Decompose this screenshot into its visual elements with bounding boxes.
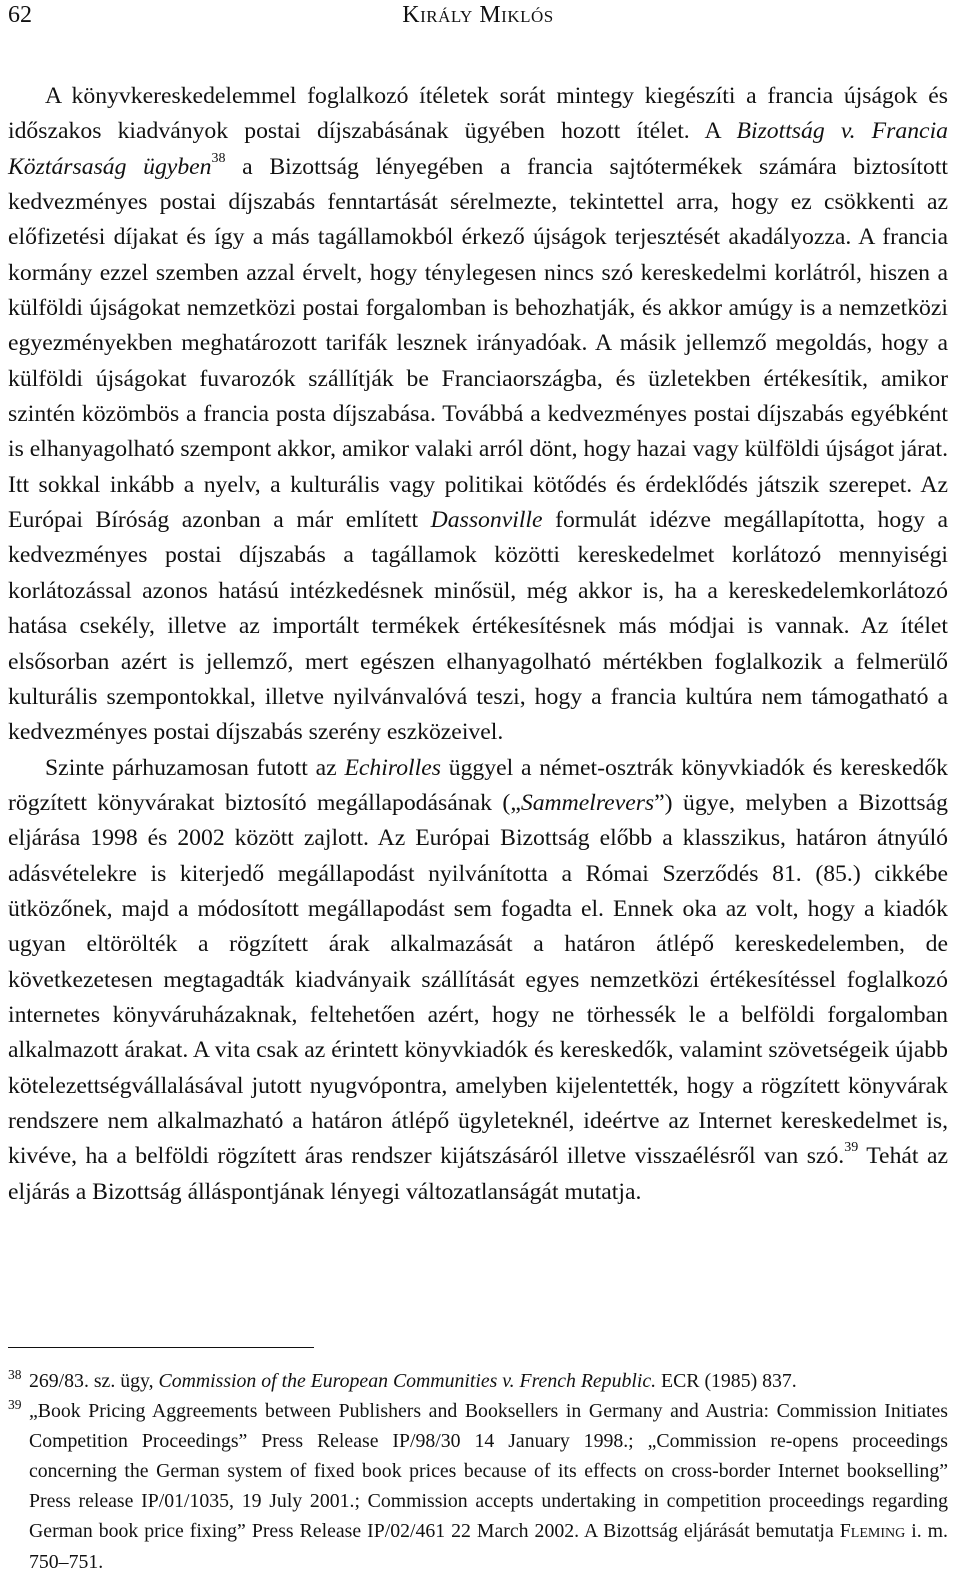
p1-text-1: A könyvkereskedelemmel foglalkozó ítéletek sorát mintegy kiegészíti a francia újságok és időszakos kiadványok postai díjszabásának ügyében hozott ítélet. A — [8, 83, 948, 145]
footnote-38 — [8, 1366, 948, 1396]
body-text — [8, 79, 948, 1210]
footnote-39-author: Fleming — [839, 1520, 906, 1543]
p2-text-2: üggyel a német-osztrák könyvkiadók és kereskedők rögzített könyvárakat biztosító megállapodásának („ — [8, 754, 949, 816]
case-name-italic: Bizottság v. Francia Köztársaság ügyben — [8, 118, 948, 180]
p2-text-4: Tehát az eljárás a Bizottság álláspontjának lényegi változatlanságát mutatja. — [8, 1143, 948, 1205]
echirolles-italic: Echirolles — [344, 754, 441, 781]
paragraph-1 — [8, 79, 948, 751]
footnote-39-text-1: „Book Pricing Aggreements between Publishers and Booksellers in Germany and Austria: Commission Initiates Competition Proceedings” Press Release IP/98/30 14 January 1998.; „Commission re-opens proceedings concerning the German system of fixed book prices because of its effects on cross-border Internet bookselling” Press release IP/01/1035, 19 July 2001.; Commission accepts undertaking in competition proceedings regarding German book price fixing” Press Release IP/02/461 22 March 2002. A Bizottság eljárását bemutatja — [29, 1400, 948, 1543]
dassonville-italic: Dassonville — [430, 507, 543, 534]
footnotes — [8, 1366, 948, 1577]
p1-text-2: a Bizottság lényegében a francia sajtótermékek számára biztosított kedvezményes postai díjszabás fenntartását sérelmezte, tekintettel arra, hogy ez csökkenti az előfizetési díjakat és így a más tagállamokból érkező újságok terjesztését akadályozza. A francia kormány ezzel szemben azzal érvelt, hogy ténylegesen nincs szó kereskedelmi korlátról, hiszen a külföldi újságokat nemzetközi postai forgalomban is behozhatják, és akkor amúgy is a nemzetközi egyezményekben meghatározott tarifák lesznek irányadóak. A másik jellemző megoldás, hogy a külföldi újságokat fuvarozók szállítják be Franciaországba, és üzletekben értékesítik, amikor szintén közömbös a francia posta díjszabása. Továbbá a kedvezményes postai díjszabás egyébként is elhanyagolható szempont akkor, amikor valaki arról dönt, hogy hazai vagy külföldi újságot járat. Itt sokkal inkább a nyelv, a kulturális vagy politikai kötődés és érdeklődés játszik szerepet. Az Európai Bíróság azonban a már említett — [8, 153, 949, 534]
footnote-ref-38: 38 — [211, 150, 226, 166]
footnote-38-italic: Commission of the European Communities v. French Republic. — [158, 1370, 657, 1392]
sammelrevers-italic: Sammelrevers — [520, 789, 655, 816]
running-head: Király Miklós — [402, 2, 554, 28]
footnote-number: 38 — [8, 1367, 22, 1382]
footnote-38-text-2: ECR (1985) 837. — [656, 1370, 797, 1392]
paragraph-2 — [8, 751, 948, 1210]
footnote-number: 39 — [8, 1397, 22, 1413]
footnote-39 — [8, 1396, 948, 1577]
p2-text-1: Szinte párhuzamosan futott az — [45, 754, 345, 781]
p2-text-3: ”) ügye, melyben a Bizottság eljárása 1998 és 2002 között zajlott. Az Európai Bizottság előbb a klasszikus, határon átnyúló adásvételekre is kiterjedő megállapodást nyilvánította a Római Szerződés 81. (85.) cikkébe ütközőnek, majd a módosított megállapodást sem fogadta el. Ennek oka az volt, hogy a kiadók ugyan eltörölték a rögzített árak alkalmazását a határon átlépő kereskedelemben, de következetesen megtagadták kiadványaik szállítását egyes nemzetközi értékesítéssel foglalkozó internetes könyváruházaknak, feltehetően azért, hogy ne törhessék le a belföldi forgalomban alkalmazott árakat. A vita csak az érintett könyvkiadók és kereskedők, valamint szövetségeik újabb kötelezettségvállalásával jutott nyugvópontra, amelyben kijelentették, hogy a rögzített könyvárak rendszere nem alkalmazható a határon átlépő ügyleteknél, ideértve az Internet kereskedelmet is, kivéve, ha a belföldi rögzített áras rendszer kijátszásáról illetve visszaélésről van szó. — [8, 789, 948, 1170]
footnote-ref-39: 39 — [844, 1140, 859, 1156]
footnote-39-text-2: i. m. 750–751. — [29, 1520, 948, 1573]
p1-text-3: formulát idézve megállapította, hogy a kedvezményes postai díjszabás a tagállamok közötti kereskedelmet korlátozó mennyiségi korlátozással azonos hatású intézkedésnek minősül, még akkor is, ha a kereskedelemkorlátozó hatása csekély, illetve az importált termékek értékesítésnek más módjai is vannak. Az ítélet elsősorban azért is jellemző, mert egészen elhanyagolható mértékben foglalkozik a felmerülő kulturális szempontokkal, illetve nyilvánvalóvá teszi, hogy a francia kultúra nem támogatható a kedvezményes postai díjszabás szerény eszközeivel. — [8, 507, 948, 746]
footnote-38-text-1: 269/83. sz. ügy, — [29, 1370, 159, 1392]
page-header — [8, 0, 948, 30]
page-number: 62 — [8, 2, 32, 28]
footnote-rule — [8, 1347, 314, 1348]
